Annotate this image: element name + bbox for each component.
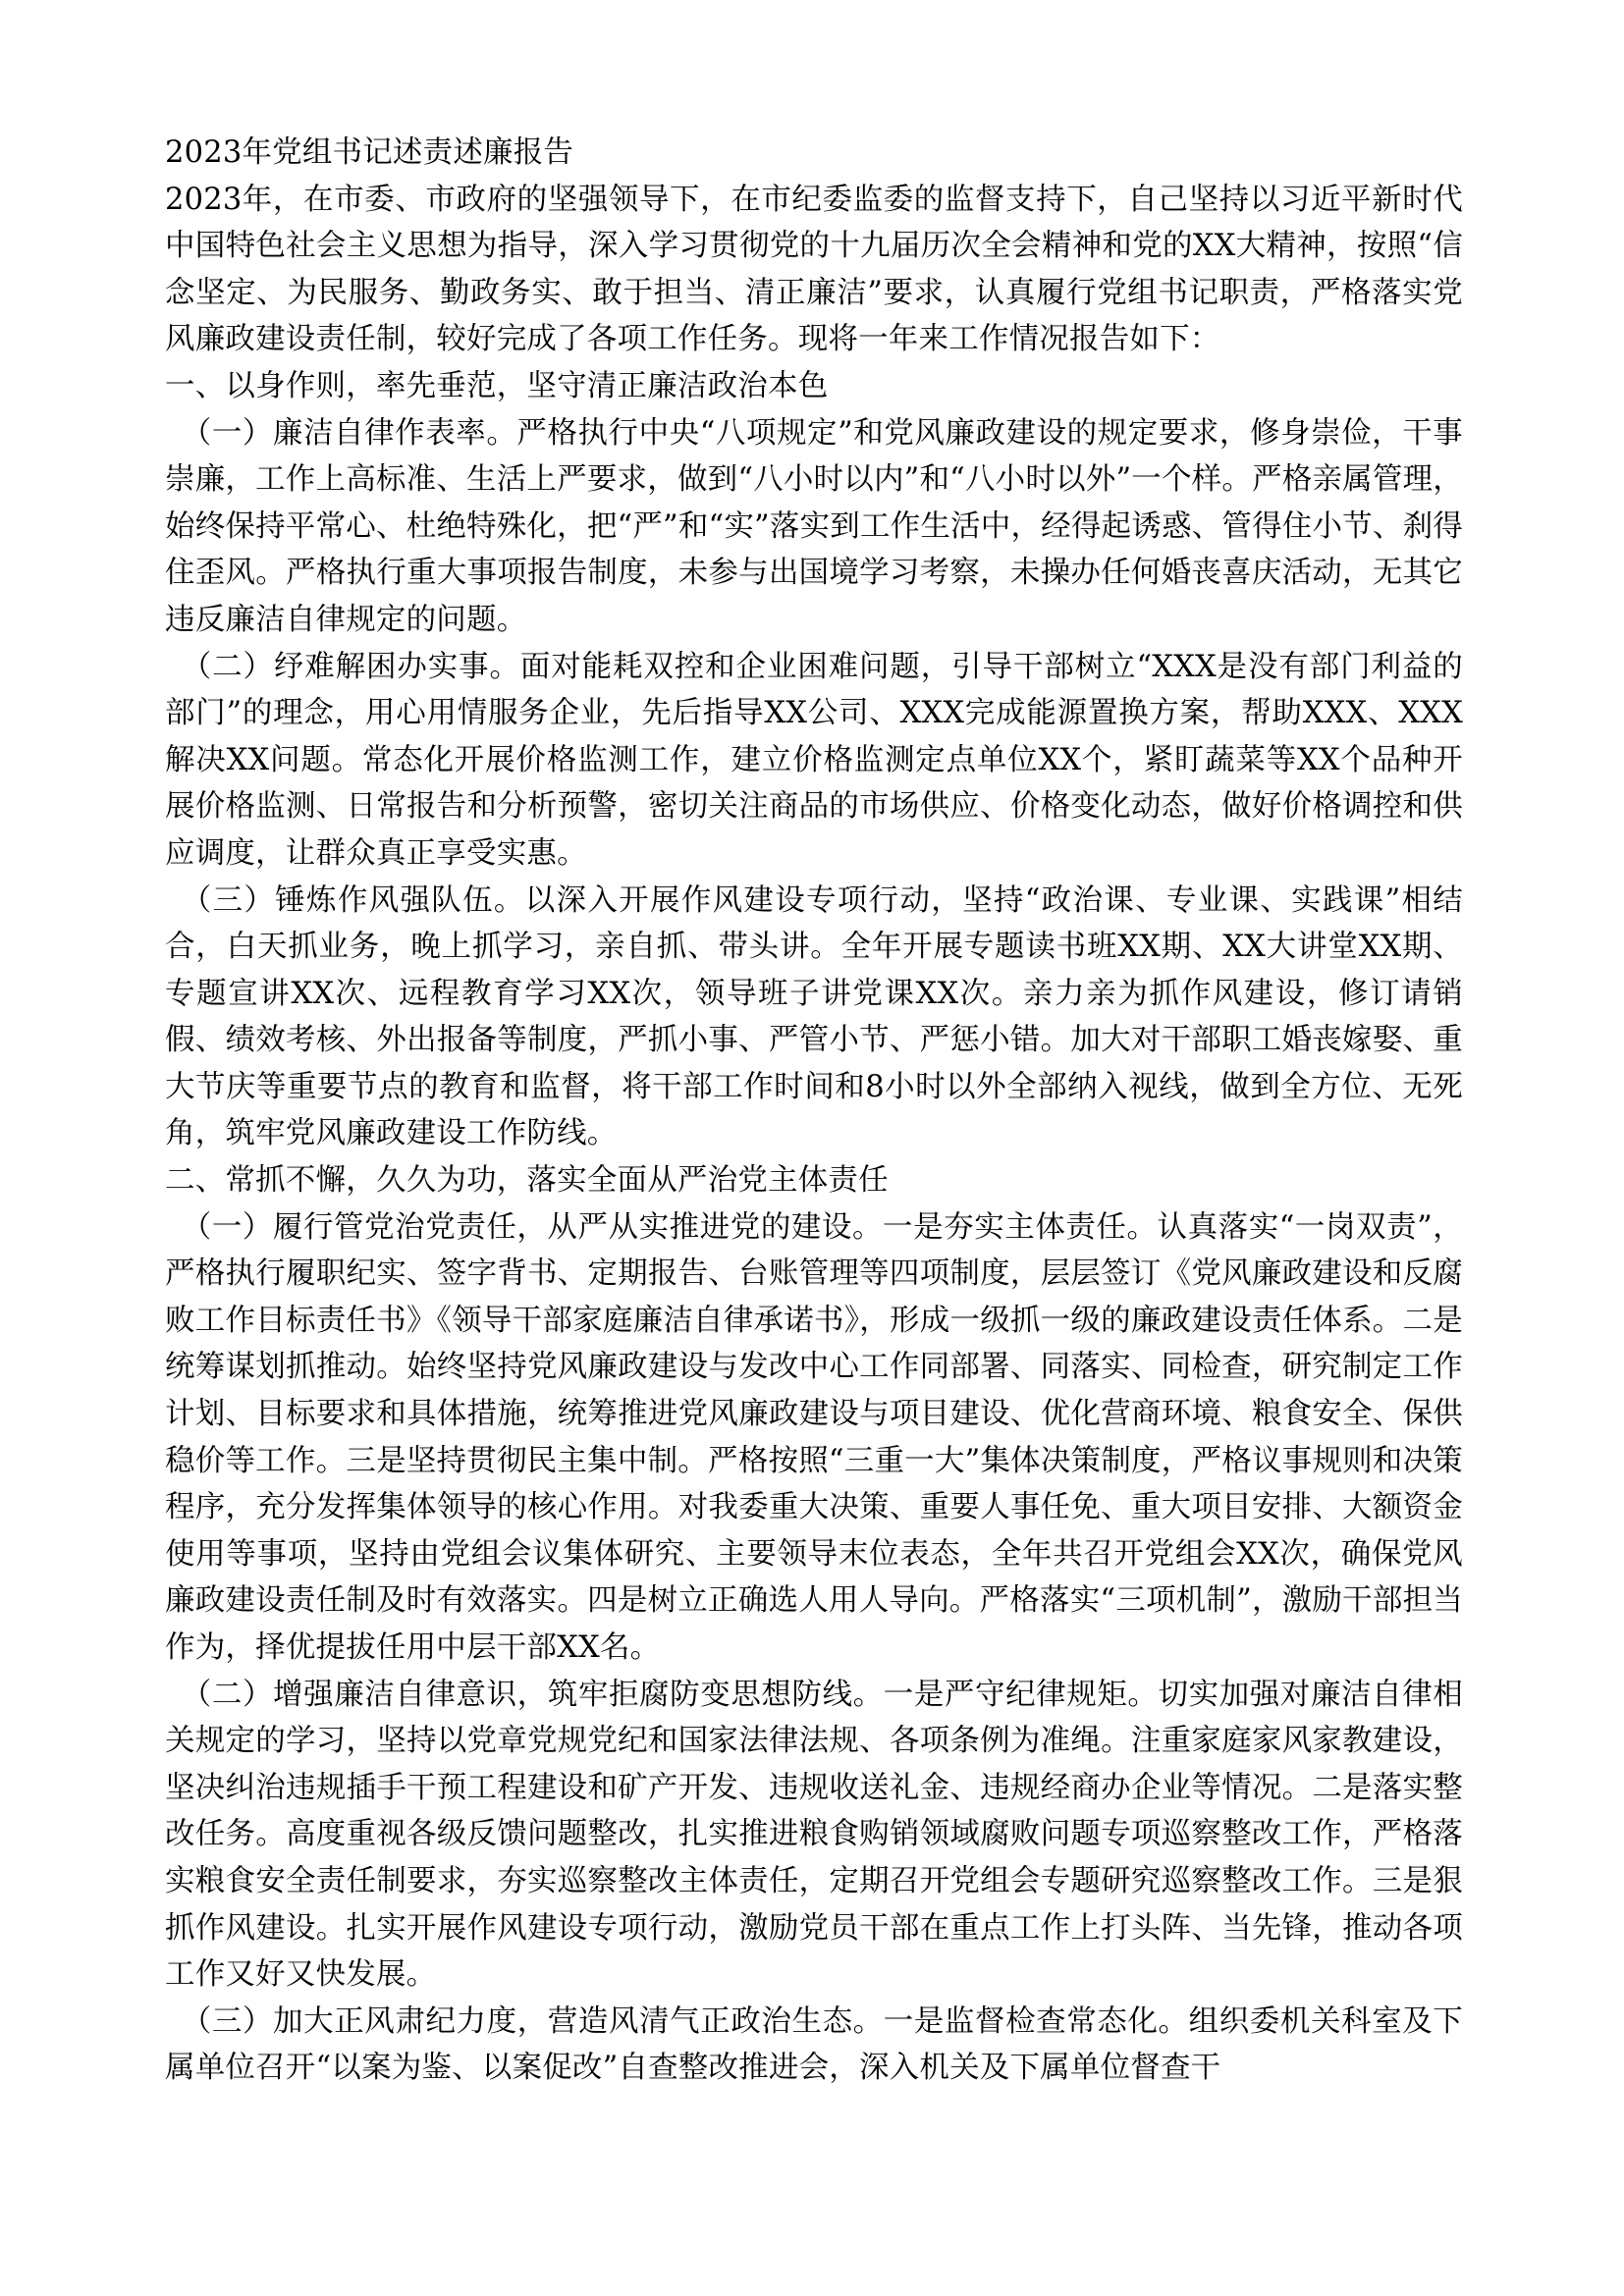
paragraph-section-2-item-2: （二）增强廉洁自律意识，筑牢拒腐防变思想防线。一是严守纪律规矩。切实加强对廉洁自律相关规定的学习，坚持以党章党规党纪和国家法律法规、各项条例为准绳。注重家庭家风家教建设，坚决纠治违规插手干预工程建设和矿产开发、违规收送礼金、违规经商办企业等情况。二是落实整改任务。高度重视各级反馈问题整改，扎实推进粮食购销领域腐败问题专项巡察整改工作，严格落实粮食安全责任制要求，夯实巡察整改主体责任，定期召开党组会专题研究巡察整改工作。三是狠抓作风建设。扎实开展作风建设专项行动，激励党员干部在重点工作上打头阵、当先锋，推动各项工作又好又快发展。 (165, 1677, 1463, 1993)
paragraph-section-1-item-1: （一）廉洁自律作表率。严格执行中央“八项规定”和党风廉政建设的规定要求，修身崇俭，干事崇廉，工作上高标准、生活上严要求，做到“八小时以内”和“八小时以外”一个样。严格亲属管理，始终保持平常心、杜绝特殊化，把“严”和“实”落实到工作生活中，经得起诱惑、管得住小节、刹得住歪风。严格执行重大事项报告制度，未参与出国境学习考察，未操办任何婚丧喜庆活动，无其它违反廉洁自律规定的问题。 (165, 415, 1463, 637)
paragraph-section-1-item-2: （二）纾难解困办实事。面对能耗双控和企业困难问题，引导干部树立“XXX是没有部门利益的部门”的理念，用心用情服务企业，先后指导XX公司、XXX完成能源置换方案，帮助XXX、XXX解决XX问题。常态化开展价格监测工作，建立价格监测定点单位XX个，紧盯蔬菜等XX个品种开展价格监测、日常报告和分析预警，密切关注商品的市场供应、价格变化动态，做好价格调控和供应调度，让群众真正享受实惠。 (165, 649, 1463, 871)
heading-section-1: 一、以身作则，率先垂范，坚守清正廉洁政治本色 (165, 368, 829, 403)
paragraph-section-1-item-3: （三）锤炼作风强队伍。以深入开展作风建设专项行动，坚持“政治课、专业课、实践课”相结合，白天抓业务，晚上抓学习，亲自抓、带头讲。全年开展专题读书班XX期、XX大讲堂XX期、专题宣讲XX次、远程教育学习XX次，领导班子讲党课XX次。亲力亲为抓作风建设，修订请销假、绩效考核、外出报备等制度，严抓小事、严管小节、严惩小错。加大对干部职工婚丧嫁娶、重大节庆等重要节点的教育和监督，将干部工作时间和8小时以外全部纳入视线，做到全方位、无死角，筑牢党风廉政建设工作防线。 (165, 882, 1463, 1151)
document-body (165, 130, 1463, 2092)
document-title: 2023年党组书记述责述廉报告 (165, 135, 574, 170)
heading-section-2: 二、常抓不懈，久久为功，落实全面从严治党主体责任 (165, 1163, 889, 1199)
paragraph-section-2-item-1: （一）履行管党治党责任，从严从实推进党的建设。一是夯实主体责任。认真落实“一岗双责”，严格执行履职纪实、签字背书、定期报告、台账管理等四项制度，层层签订《党风廉政建设和反腐败工作目标责任书》《领导干部家庭廉洁自律承诺书》，形成一级抓一级的廉政建设责任体系。二是统筹谋划抓推动。始终坚持党风廉政建设与发改中心工作同部署、同落实、同检查，研究制定工作计划、目标要求和具体措施，统筹推进党风廉政建设与项目建设、优化营商环境、粮食安全、保供稳价等工作。三是坚持贯彻民主集中制。严格按照“三重一大”集体决策制度，严格议事规则和决策程序，充分发挥集体领导的核心作用。对我委重大决策、重要人事任免、重大项目安排、大额资金使用等事项，坚持由党组会议集体研究、主要领导末位表态，全年共召开党组会XX次，确保党风廉政建设责任制及时有效落实。四是树立正确选人用人导向。严格落实“三项机制”，激励干部担当作为，择优提拔任用中层干部XX名。 (165, 1209, 1463, 1665)
paragraph-section-2-item-3: （三）加大正风肃纪力度，营造风清气正政治生态。一是监督检查常态化。组织委机关科室及下属单位召开“以案为鉴、以案促改”自查整改推进会，深入机关及下属单位督查干 (165, 2003, 1463, 2086)
paragraph-intro: 2023年，在市委、市政府的坚强领导下，在市纪委监委的监督支持下，自己坚持以习近平新时代中国特色社会主义思想为指导，深入学习贯彻党的十九届历次全会精神和党的XX大精神，按照“信念坚定、为民服务、勤政务实、敢于担当、清正廉洁”要求，认真履行党组书记职责，严格落实党风廉政建设责任制，较好完成了各项工作任务。现将一年来工作情况报告如下： (165, 182, 1463, 357)
